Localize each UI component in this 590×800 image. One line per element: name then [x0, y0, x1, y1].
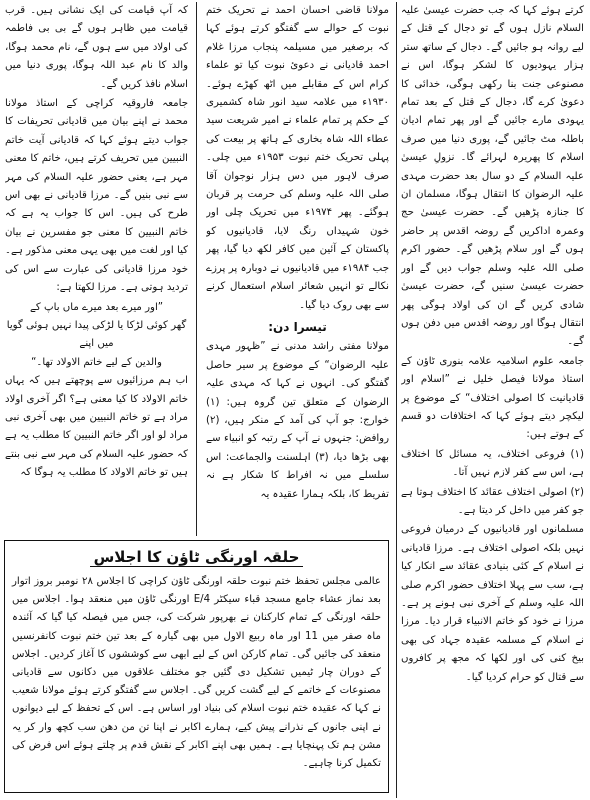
article-paragraph: اب ہم مرزائیوں سے پوچھتے ہیں کہ یہاں خاتم الاولاد کا کیا معنی ہے؟ اگر آخری اولاد مراد ہے تو خاتم النبیین میں بھی آخری نبی مراد لو اور اگر خاتم النبیین کا مطلب یہ ہے کہ حضور علیہ السلام کی مہر سے نبی بنتے ہیں تو خاتم الاولاد کا مطلب یہ ہوگا کہ — [5, 375, 188, 479]
article-paragraph: مسلمانوں اور قادیانیوں کے درمیان فروعی نہیں بلکہ اصولی اختلاف ہے۔ مرزا قادیانی نے اسلام کے کئی بنیادی عقائد سے انکار کیا ہے، سب سے پہلا اختلاف حضور اکرم صلی اللہ علیہ وسلم کے آخری نبی ہونے پر ہے۔ مرزا نے خود کو خاتم الانبیاء قرار دیا۔ مرزا نے اسلام کے مسلمہ عقیدہ جہاد کی بھی بیخ کنی کی اور لکھا کہ مجھ پر کافروں سے قتال کو حرام کردیا گیا۔ — [401, 524, 584, 683]
quote-line: والدین کے لیے خاتم الاولاد تھا۔“ — [31, 356, 162, 368]
article-paragraph: مولانا قاضی احسان احمد نے تحریک ختم نبوت کے حوالے سے گفتگو کرتے ہوئے کہا کہ برصغیر میں مسیلمہ پنجاب مرزا غلام احمد قادیانی نے دعوئ نبوت کیا تو علماء کرام اس کے مقابلے میں اٹھ کھڑے ہوئے۔ ۱۹۳۰ء میں علامہ سید انور شاہ کشمیری کے حکم پر تمام علماء نے امیر شریعت سید عطاء اللہ شاہ بخاری کے ہاتھ پر بیعت کی پہلی تحریک ختم نبوت ۱۹۵۳ء میں چلی۔ صرف لاہور میں دس ہزار نوجوان آقا صلی اللہ علیہ وسلم کی حرمت پر قربان ہوگئے۔ پھر ۱۹۷۴ء میں تحریک چلی اور خون شہیداں رنگ لایا، قادیانیوں کو پاکستان کے آئین میں کافر لکھ دیا گیا، پھر جب ۱۹۸۴ء میں قادیانیوں نے دوبارہ پر پرزے نکالے تو انہیں شعائر اسلام استعمال کرنے سے بھی روک دیا گیا۔ — [206, 5, 389, 311]
article-paragraph: مولانا مفتی راشد مدنی نے ”ظہور مہدی علیہ الرضوان“ کے موضوع پر سیر حاصل گفتگو کی۔ انہوں نے کہا کہ مہدی علیہ الرضوان کے متعلق تین گروہ ہیں: (۱) خوارج: جو آپ کی آمد کے منکر ہیں، (۲) روافض: جنہوں نے آپ کے رتبہ کو انبیاء سے بھی بڑھا دیا، (۳) اہلسنت والجماعت: اس سلسلے میں نہ افراط کا شکار ہے نہ تفریط کا، بلکہ ہمارا عقیدہ یہ — [206, 341, 389, 500]
article-paragraph: جامعہ علوم اسلامیہ علامہ بنوری ٹاؤن کے استاذ مولانا فیصل خلیل نے ”اسلام اور قادیانیت کا اصولی اختلاف“ کے موضوع پر لیکچر دیتے ہوئے کہا کہ اختلافات دو قسم کے ہوتے ہیں: — [401, 355, 584, 441]
article-paragraph: کرتے ہوئے کہا کہ جب حضرت عیسیٰ علیہ السلام نازل ہوں گے تو دجال کے قتل کے لیے روانہ ہو جائیں گے۔ دجال کے ساتھ ستر ہزار یہودیوں کا لشکر ہوگا، اس نے مصنوعی جنت بنا رکھی ہوگی، خدائی کا دعویٰ کرے گا، دجال کے قتل کے بعد تمام یہودی مارے جائیں گے اور پھر تمام ادیان باطلہ مٹ جائیں گے، پوری دنیا میں صرف اسلام کا پھریرہ لہرائے گا۔ نزولِ عیسیٰ علیہ السلام کے دو سال بعد حضرت مہدی علیہ الرضوان کا انتقال ہوگا، مسلمان ان کا جنازہ پڑھیں گے۔ حضرت عیسیٰ حج وعمرہ اداکریں گے روضہ اقدس پر حاضر ہوں گے اور سلام پڑھیں گے۔ حضور اکرم صلی اللہ علیہ وسلم جواب دیں گے اور حضرت عیسیٰ سنیں گے، حضرت عیسیٰ شادی کریں گے ان کی اولاد ہوگی پھر انتقال ہوگا اور روضہ اقدس میں دفن ہوں گے۔ — [401, 5, 584, 348]
box-title-text: حلقہ اورنگی ٹاؤن کا اجلاس — [90, 548, 304, 567]
article-paragraph: جامعہ فاروقیہ کراچی کے استاذ مولانا محمد نے اپنے بیان میں قادیانی تحریفات کا جواب دیتے ہوئے کہا کہ قادیانی آیت خاتم النبیین میں تحریف کرتے ہیں، خاتم کا معنی مہر ہے، یعنی حضور علیہ السلام کی مہر سے نبی بنیں گے۔ مرزا قادیانی نے بھی اس طرح کی ہیں۔ اس کا جواب یہ ہے کہ خاتم النبیین کا معنی جو مفسرین نے بیان کیا اور لغت میں بھی یہی معنی مذکور ہے۔ خود مرزا قادیانی کی عبارت سے اس کی تردید ہوتی ہے۔ مرزا لکھتا ہے: — [5, 98, 188, 294]
middle-column — [206, 2, 389, 542]
right-column — [401, 2, 584, 792]
article-paragraph: کہ آپ قیامت کی ایک نشانی ہیں۔ قرب قیامت میں ظاہر ہوں گے بی بی فاطمہ کی اولاد میں سے ہوں گے، نام محمد ہوگا، والد کا نام عبد اللہ ہوگا، پوری دنیا میں اسلام نافذ کریں گے۔ — [5, 5, 188, 90]
quote-line: ”اور میرے بعد میرے ماں باپ کے — [29, 301, 164, 313]
left-column — [5, 2, 188, 542]
meeting-news-box — [4, 540, 389, 793]
column-divider — [196, 2, 197, 536]
article-paragraph: (۱) فروعی اختلاف، یہ مسائل کا اختلاف ہے، اس سے کفر لازم نہیں آتا۔ — [401, 448, 584, 479]
quote-line: گھر کوئی لڑکا یا لڑکی پیدا نہیں ہوئی گویا میں اپنے — [6, 319, 187, 350]
column-divider — [396, 2, 397, 798]
section-heading: تیسرا دن: — [268, 319, 327, 334]
article-paragraph: (۲) اصولی اختلاف عقائد کا اختلاف ہوتا ہے جو کفر میں داخل کر دیتا ہے۔ — [401, 486, 584, 516]
box-title — [12, 545, 381, 569]
box-body: عالمی مجلس تحفظ ختم نبوت حلقہ اورنگی ٹاؤن کراچی کا اجلاس ۲۸ نومبر بروز اتوار بعد نماز عشاء جامع مسجد قباء سیکٹر 4/E اورنگی ٹاؤن میں منعقد ہوا۔ اجلاس میں حلقہ اورنگی کے تمام کارکنان نے بھرپور شرکت کی، جس میں فیصلہ کیا گیا کہ آئندہ ماہ صفر میں 11 اور ماہ ربیع الاول میں بھی گیارہ کے بعد تین ختم نبوت کانفرنسیں منعقد کی جائیں گی۔ تمام کارکن اس کے لیے ابھی سے کوششوں کا آغاز کردیں۔ اجلاس کے دوران چار ٹیمیں تشکیل دی گئیں جو مختلف علاقوں میں دکانوں سے قادیانی مصنوعات کے خاتمے کے لیے گشت کریں گی۔ اجلاس سے گفتگو کرتے ہوئے مولانا شعیب نے کہا کہ عقیدہ ختم نبوت اسلام کی بنیاد اور اساس ہے۔ اس کے تحفظ کے لیے دیوانوں نے اپنی جانوں کے نذرانے پیش کیے، ہمارے اکابر نے اپنا تن من دھن سب کچھ وار کر یہ مشن ہم تک پہنچایا ہے۔ ہمیں بھی اپنے اکابر کے نقش قدم پر چلتے ہوئے اس فرض کی تکمیل کرنا چاہیے۔ — [12, 576, 381, 770]
